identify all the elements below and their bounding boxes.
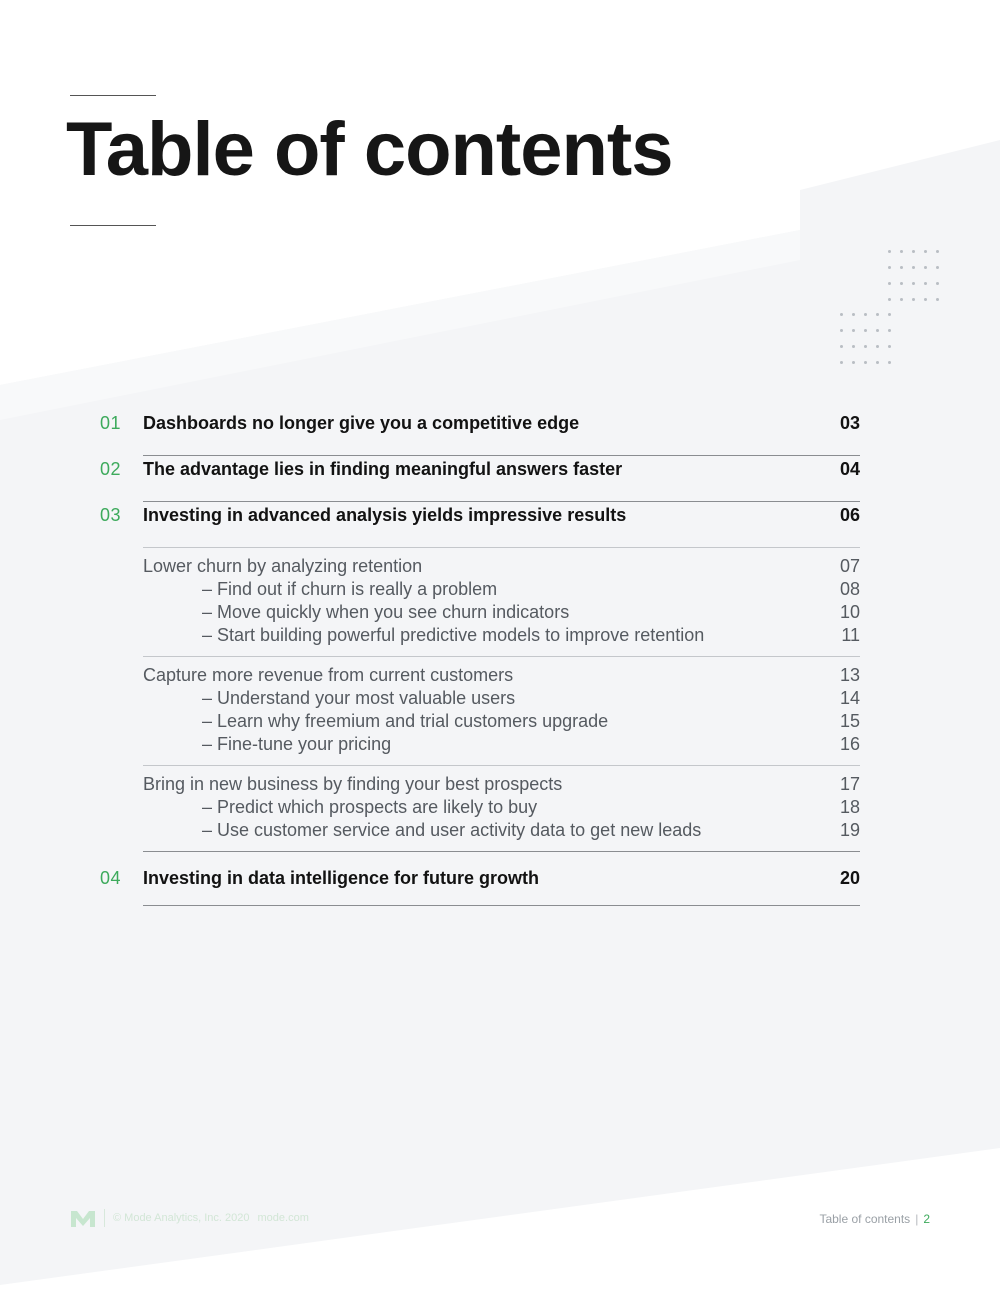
toc-subheading-text: Bring in new business by finding your best prospects — [143, 774, 563, 794]
section-number: 03 — [100, 505, 122, 525]
toc-page-number: 15 — [839, 711, 860, 731]
page-title: Table of contents — [66, 107, 673, 192]
dot-grid-decoration-2 — [840, 313, 891, 364]
section-title[interactable]: Dashboards no longer give you a competitive edge — [143, 413, 580, 433]
title-rule-bottom — [70, 225, 156, 226]
section-title[interactable]: Investing in advanced analysis yields impressive results — [143, 505, 627, 525]
toc-subitem[interactable] — [143, 797, 860, 820]
toc-section-01[interactable] — [100, 410, 860, 456]
toc-section-04[interactable] — [100, 852, 860, 906]
toc-section-03[interactable] — [100, 502, 860, 548]
toc-subitem[interactable] — [143, 625, 860, 648]
section-number: 01 — [100, 413, 122, 433]
footer-separator — [104, 1209, 105, 1227]
toc-subheading[interactable] — [143, 556, 860, 579]
toc-section-02[interactable] — [100, 456, 860, 502]
section-page-number: 03 — [839, 413, 860, 433]
toc-page-number: 18 — [839, 797, 860, 817]
toc-subitem-text: – Start building powerful predictive models to improve retention — [202, 625, 705, 645]
toc-subitem-text: – Use customer service and user activity data to get new leads — [202, 820, 702, 840]
toc-subheading[interactable] — [143, 665, 860, 688]
section-number: 04 — [100, 868, 122, 888]
section-page-number: 20 — [839, 868, 860, 888]
footer-site-link[interactable]: mode.com — [257, 1212, 309, 1224]
toc-subitem[interactable] — [143, 688, 860, 711]
toc-page-number: 14 — [839, 688, 860, 708]
toc-page-number: 19 — [839, 820, 860, 840]
title-rule-top — [70, 95, 156, 96]
toc-subitem-text: – Find out if churn is really a problem — [202, 579, 498, 599]
toc-subgroup-prospects — [143, 766, 860, 852]
toc-page-number: 07 — [839, 556, 860, 576]
section-number: 02 — [100, 459, 122, 479]
footer-section-label: Table of contents — [819, 1212, 911, 1226]
section-title[interactable]: Investing in data intelligence for future growth — [143, 868, 540, 888]
mode-logo-icon — [70, 1208, 96, 1228]
toc-subgroup-churn — [143, 548, 860, 657]
toc-subheading-text: Lower churn by analyzing retention — [143, 556, 423, 576]
footer-brand — [70, 1208, 309, 1228]
toc-subitem[interactable] — [143, 711, 860, 734]
toc-subitem[interactable] — [143, 820, 860, 843]
toc-subitem[interactable] — [143, 734, 860, 757]
toc-page-number: 11 — [841, 625, 860, 645]
toc-subitem-text: – Fine-tune your pricing — [202, 734, 392, 754]
toc-subitem-text: – Predict which prospects are likely to buy — [202, 797, 538, 817]
toc-page-number: 10 — [839, 602, 860, 622]
toc-page-number: 17 — [839, 774, 860, 794]
footer-copyright: © Mode Analytics, Inc. 2020 — [113, 1212, 250, 1224]
footer-page-label — [819, 1212, 930, 1226]
section-page-number: 06 — [839, 505, 860, 525]
toc-page-number: 16 — [839, 734, 860, 754]
dot-grid-decoration — [888, 250, 939, 301]
toc-subitem[interactable] — [143, 579, 860, 602]
toc-subgroup-revenue — [143, 657, 860, 766]
section-page-number: 04 — [839, 459, 860, 479]
footer-divider: | — [915, 1212, 919, 1226]
toc-subitem[interactable] — [143, 602, 860, 625]
footer-page-number: 2 — [923, 1212, 930, 1226]
section-divider — [143, 905, 860, 906]
table-of-contents — [100, 410, 860, 906]
toc-page-number: 08 — [839, 579, 860, 599]
toc-subitem-text: – Understand your most valuable users — [202, 688, 516, 708]
toc-subitem-text: – Move quickly when you see churn indicators — [202, 602, 570, 622]
toc-subitem-text: – Learn why freemium and trial customers upgrade — [202, 711, 609, 731]
toc-subheading-text: Capture more revenue from current customers — [143, 665, 514, 685]
toc-subheading[interactable] — [143, 774, 860, 797]
section-title[interactable]: The advantage lies in finding meaningful answers faster — [143, 459, 623, 479]
toc-page-number: 13 — [839, 665, 860, 685]
